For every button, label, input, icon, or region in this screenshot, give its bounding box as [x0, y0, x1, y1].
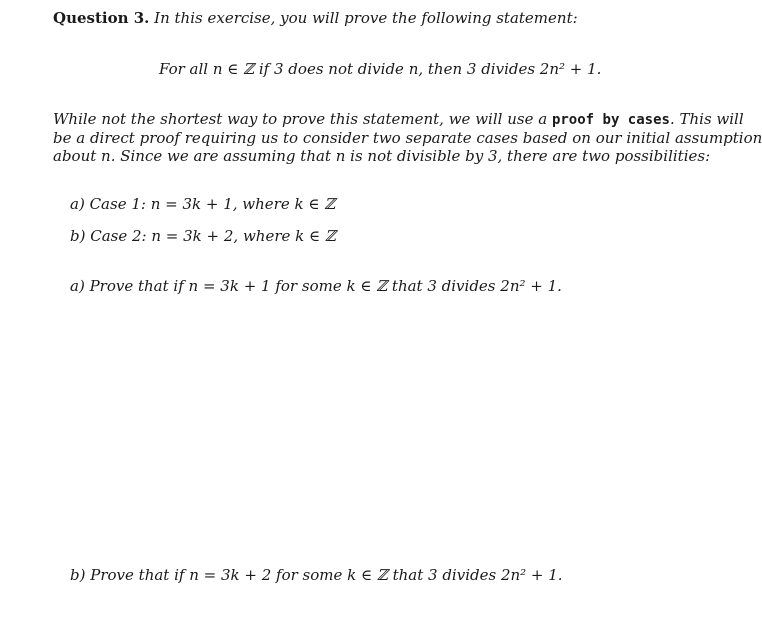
question-label: Question 3.	[53, 9, 150, 27]
paragraph-line-2: be a direct proof requiring us to consider two separate cases based on our initial assumption	[53, 129, 762, 147]
theorem-statement: For all n ∈ ℤ if 3 does not divide n, then 3 divides 2n² + 1.	[159, 60, 602, 78]
exercise-part	[70, 566, 563, 584]
proof-by-cases-term: proof by cases	[551, 112, 670, 128]
case-item	[70, 195, 335, 213]
part-text: Prove that if n = 3k + 1 for some k ∈ ℤ that 3 divides 2n² + 1.	[89, 277, 562, 295]
paragraph-line-1-post: . This will	[669, 110, 744, 128]
explanation-paragraph	[53, 110, 762, 165]
paragraph-line-1	[53, 110, 744, 129]
question-intro: In this exercise, you will prove the following statement:	[154, 9, 578, 27]
case-text: Case 2: n = 3k + 2, where k ∈ ℤ	[90, 227, 336, 245]
paragraph-line-1-pre: While not the shortest way to prove this statement, we will use a	[53, 110, 548, 128]
question-heading	[53, 9, 578, 27]
part-text: Prove that if n = 3k + 2 for some k ∈ ℤ that 3 divides 2n² + 1.	[90, 566, 563, 584]
exercise-part	[70, 277, 562, 295]
case-item	[70, 227, 336, 245]
part-label: b)	[70, 566, 86, 584]
part-label: a)	[70, 277, 85, 295]
paragraph-line-3: about n. Since we are assuming that n is not divisible by 3, there are two possibilities:	[53, 147, 711, 165]
case-label: a)	[70, 195, 85, 213]
case-label: b)	[70, 227, 86, 245]
case-text: Case 1: n = 3k + 1, where k ∈ ℤ	[89, 195, 336, 213]
